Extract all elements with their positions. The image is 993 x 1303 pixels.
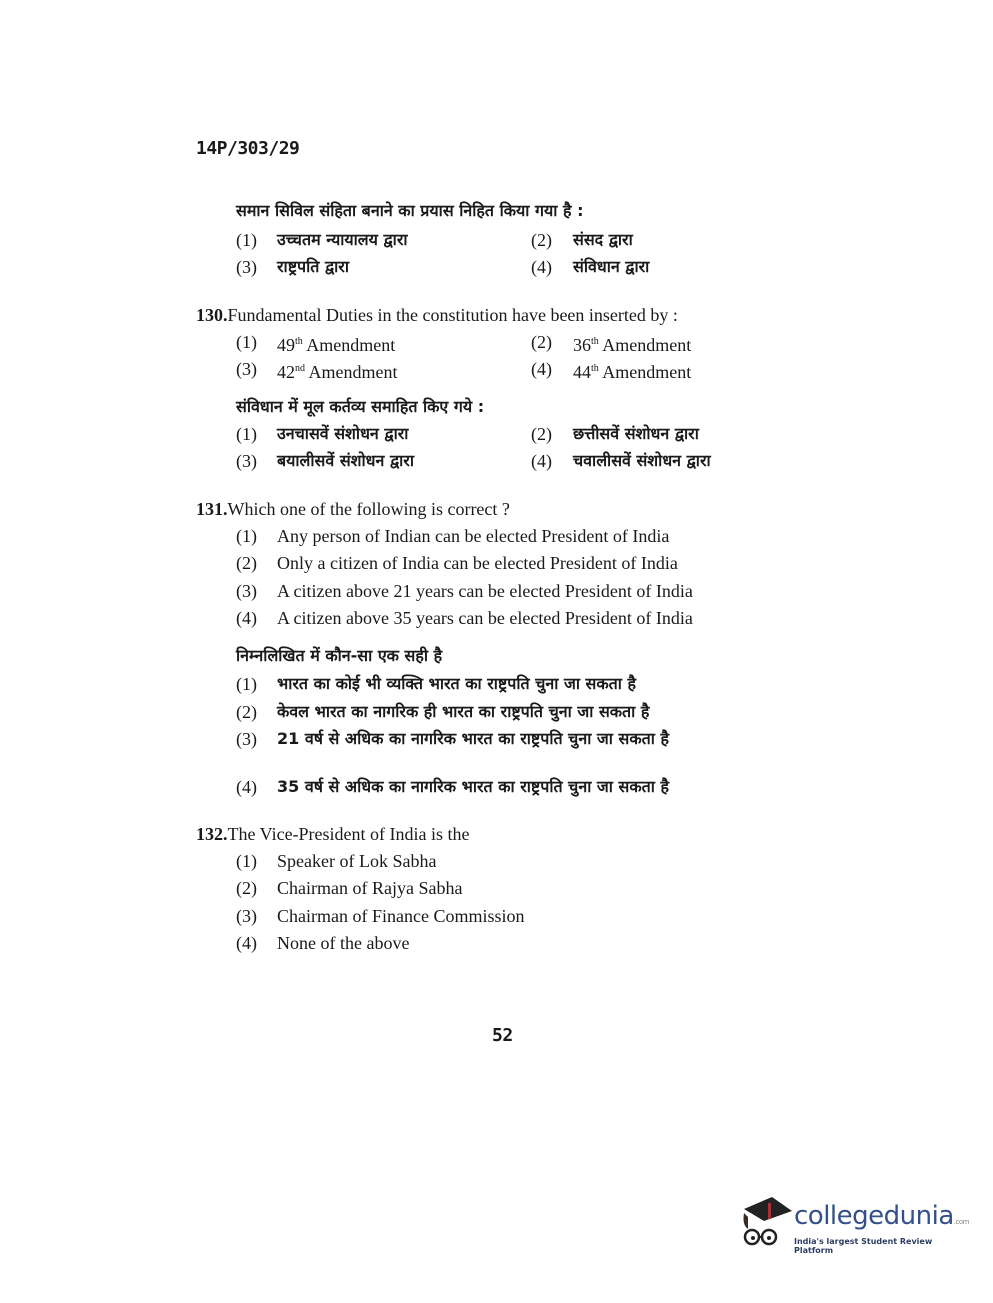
option-number: (1) xyxy=(236,674,257,694)
q130-hindi-stem: संविधान में मूल कर्तव्य समाहित किए गये : xyxy=(236,397,485,416)
option-number: (3) xyxy=(236,451,257,471)
option-text: 35 वर्ष से अधिक का नागरिक भारत का राष्ट्रपति चुना जा सकता है xyxy=(277,777,669,796)
option-number: (3) xyxy=(236,906,257,926)
option-text: Chairman of Rajya Sabha xyxy=(277,878,463,898)
question-stem: The Vice-President of India is the xyxy=(227,824,470,844)
option-number: (1) xyxy=(236,526,257,546)
question-132 xyxy=(196,823,470,845)
option-text: संसद द्वारा xyxy=(573,230,633,249)
option-text: None of the above xyxy=(277,933,410,953)
option-text: चवालीसवें संशोधन द्वारा xyxy=(573,451,711,470)
option-number: (2) xyxy=(236,553,257,573)
option-text: उनचासवें संशोधन द्वारा xyxy=(277,424,409,443)
brand-tagline: India's largest Student Review Platform xyxy=(794,1237,933,1255)
mascot-icon xyxy=(738,1195,794,1255)
option-text: Speaker of Lok Sabha xyxy=(277,851,437,871)
question-stem: Which one of the following is correct ? xyxy=(227,499,510,519)
option-text: बयालीसवें संशोधन द्वारा xyxy=(277,451,414,470)
option-text: छत्तीसवें संशोधन द्वारा xyxy=(573,424,699,443)
option-number: (2) xyxy=(531,332,552,352)
option-text: केवल भारत का नागरिक ही भारत का राष्ट्रपति चुना जा सकता है xyxy=(277,702,650,721)
option-text: 21 वर्ष से अधिक का नागरिक भारत का राष्ट्रपति चुना जा सकता है xyxy=(277,729,669,748)
option-number: (3) xyxy=(236,257,257,277)
option-number: (4) xyxy=(531,451,552,471)
option-text: Chairman of Finance Commission xyxy=(277,906,525,926)
option-number: (1) xyxy=(236,332,257,352)
option-number: (4) xyxy=(236,777,257,797)
option-text: 42nd Amendment xyxy=(277,362,398,382)
question-stem: Fundamental Duties in the constitution have been inserted by : xyxy=(227,305,678,325)
question-number: 132. xyxy=(196,824,228,844)
option-number: (4) xyxy=(531,359,552,379)
option-number: (4) xyxy=(236,608,257,628)
brand-domain: .com xyxy=(953,1218,969,1226)
question-number: 130. xyxy=(196,305,228,325)
option-text: राष्ट्रपति द्वारा xyxy=(277,257,349,276)
option-number: (2) xyxy=(236,702,257,722)
option-text: भारत का कोई भी व्यक्ति भारत का राष्ट्रपति चुना जा सकता है xyxy=(277,674,636,693)
option-number: (4) xyxy=(531,257,552,277)
option-text: 44th Amendment xyxy=(573,362,692,382)
paper-code: 14P/303/29 xyxy=(196,138,300,159)
option-text: 49th Amendment xyxy=(277,335,396,355)
option-text: A citizen above 35 years can be elected President of India xyxy=(277,608,693,628)
option-number: (1) xyxy=(236,851,257,871)
option-number: (3) xyxy=(236,729,257,749)
q129-hindi-stem: समान सिविल संहिता बनाने का प्रयास निहित किया गया है : xyxy=(236,201,584,220)
option-text: Any person of Indian can be elected President of India xyxy=(277,526,670,546)
option-text: Only a citizen of India can be elected President of India xyxy=(277,553,678,573)
option-number: (4) xyxy=(236,933,257,953)
option-number: (2) xyxy=(236,878,257,898)
option-text: A citizen above 21 years can be elected President of India xyxy=(277,581,693,601)
collegedunia-watermark xyxy=(738,1195,969,1255)
option-number: (1) xyxy=(236,230,257,250)
option-number: (2) xyxy=(531,230,552,250)
option-number: (2) xyxy=(531,424,552,444)
option-text: 36th Amendment xyxy=(573,335,692,355)
question-131 xyxy=(196,498,510,520)
question-130 xyxy=(196,304,678,326)
option-number: (3) xyxy=(236,359,257,379)
question-number: 131. xyxy=(196,499,228,519)
option-text: उच्चतम न्यायालय द्वारा xyxy=(277,230,408,249)
option-number: (3) xyxy=(236,581,257,601)
option-number: (1) xyxy=(236,424,257,444)
option-text: संविधान द्वारा xyxy=(573,257,650,276)
page-number: 52 xyxy=(492,1025,513,1046)
q131-hindi-stem: निम्नलिखित में कौन-सा एक सही है xyxy=(236,646,443,665)
brand-name: collegedunia xyxy=(794,1201,954,1231)
